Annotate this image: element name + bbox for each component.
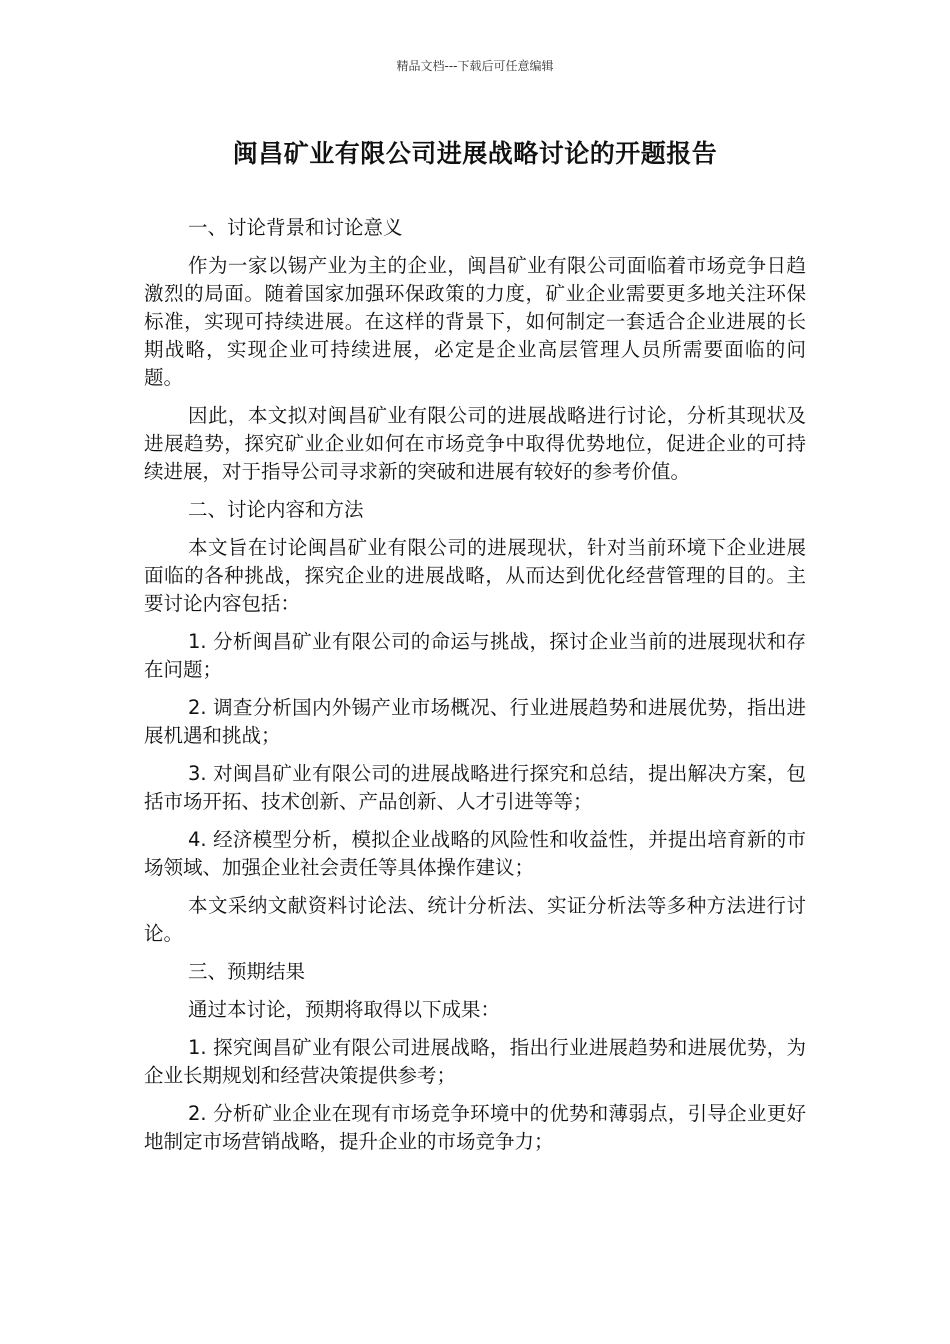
document-title: 闽昌矿业有限公司进展战略讨论的开题报告: [232, 139, 718, 168]
paragraph: 作为一家以锡产业为主的企业，闽昌矿业有限公司面临着市场竞争日趋激烈的局面。随着国家加强环保政策的力度，矿业企业需要更多地关注环保标准，实现可持续进展。在这样的背景下，如何制定一套适合企业进展的长期战略，实现企业可持续进展，必定是企业高层管理人员所需要面临的问题。: [144, 254, 806, 389]
section-heading-2: 二、讨论内容和方法: [188, 498, 364, 521]
paragraph: 因此，本文拟对闽昌矿业有限公司的进展战略进行讨论，分析其现状及进展趋势，探究矿业企业如何在市场竞争中取得优势地位，促进企业的可持续进展，对于指导公司寻求新的突破和进展有较好的参考价值。: [144, 404, 806, 483]
paragraph: 本文采纳文献资料讨论法、统计分析法、实证分析法等多种方法进行讨论。: [144, 894, 806, 945]
list-item: 2. 分析矿业企业在现有市场竞争环境中的优势和薄弱点，引导企业更好地制定市场营销战略，提升企业的市场竞争力；: [144, 1102, 806, 1153]
paragraph: 通过本讨论，预期将取得以下成果：: [188, 998, 501, 1021]
section-heading-3: 三、预期结果: [188, 960, 306, 983]
page-header: 精品文档---下载后可任意编辑: [396, 59, 554, 73]
list-item: 4. 经济模型分析，模拟企业战略的风险性和收益性，并提出培育新的市场领域、加强企业社会责任等具体操作建议；: [144, 828, 806, 879]
document-body: [144, 214, 806, 1166]
section-heading-1: 一、讨论背景和讨论意义: [188, 216, 403, 239]
list-item: 1. 分析闽昌矿业有限公司的命运与挑战，探讨企业当前的进展现状和存在问题；: [144, 630, 806, 681]
list-item: 3. 对闽昌矿业有限公司的进展战略进行探究和总结，提出解决方案，包括市场开拓、技术创新、产品创新、人才引进等等；: [144, 762, 806, 813]
list-item: 2. 调查分析国内外锡产业市场概况、行业进展趋势和进展优势，指出进展机遇和挑战；: [144, 696, 806, 747]
paragraph: 本文旨在讨论闽昌矿业有限公司的进展现状，针对当前环境下企业进展面临的各种挑战，探究企业的进展战略，从而达到优化经营管理的目的。主要讨论内容包括：: [144, 536, 806, 615]
list-item: 1. 探究闽昌矿业有限公司进展战略，指出行业进展趋势和进展优势，为企业长期规划和经营决策提供参考；: [144, 1036, 806, 1087]
